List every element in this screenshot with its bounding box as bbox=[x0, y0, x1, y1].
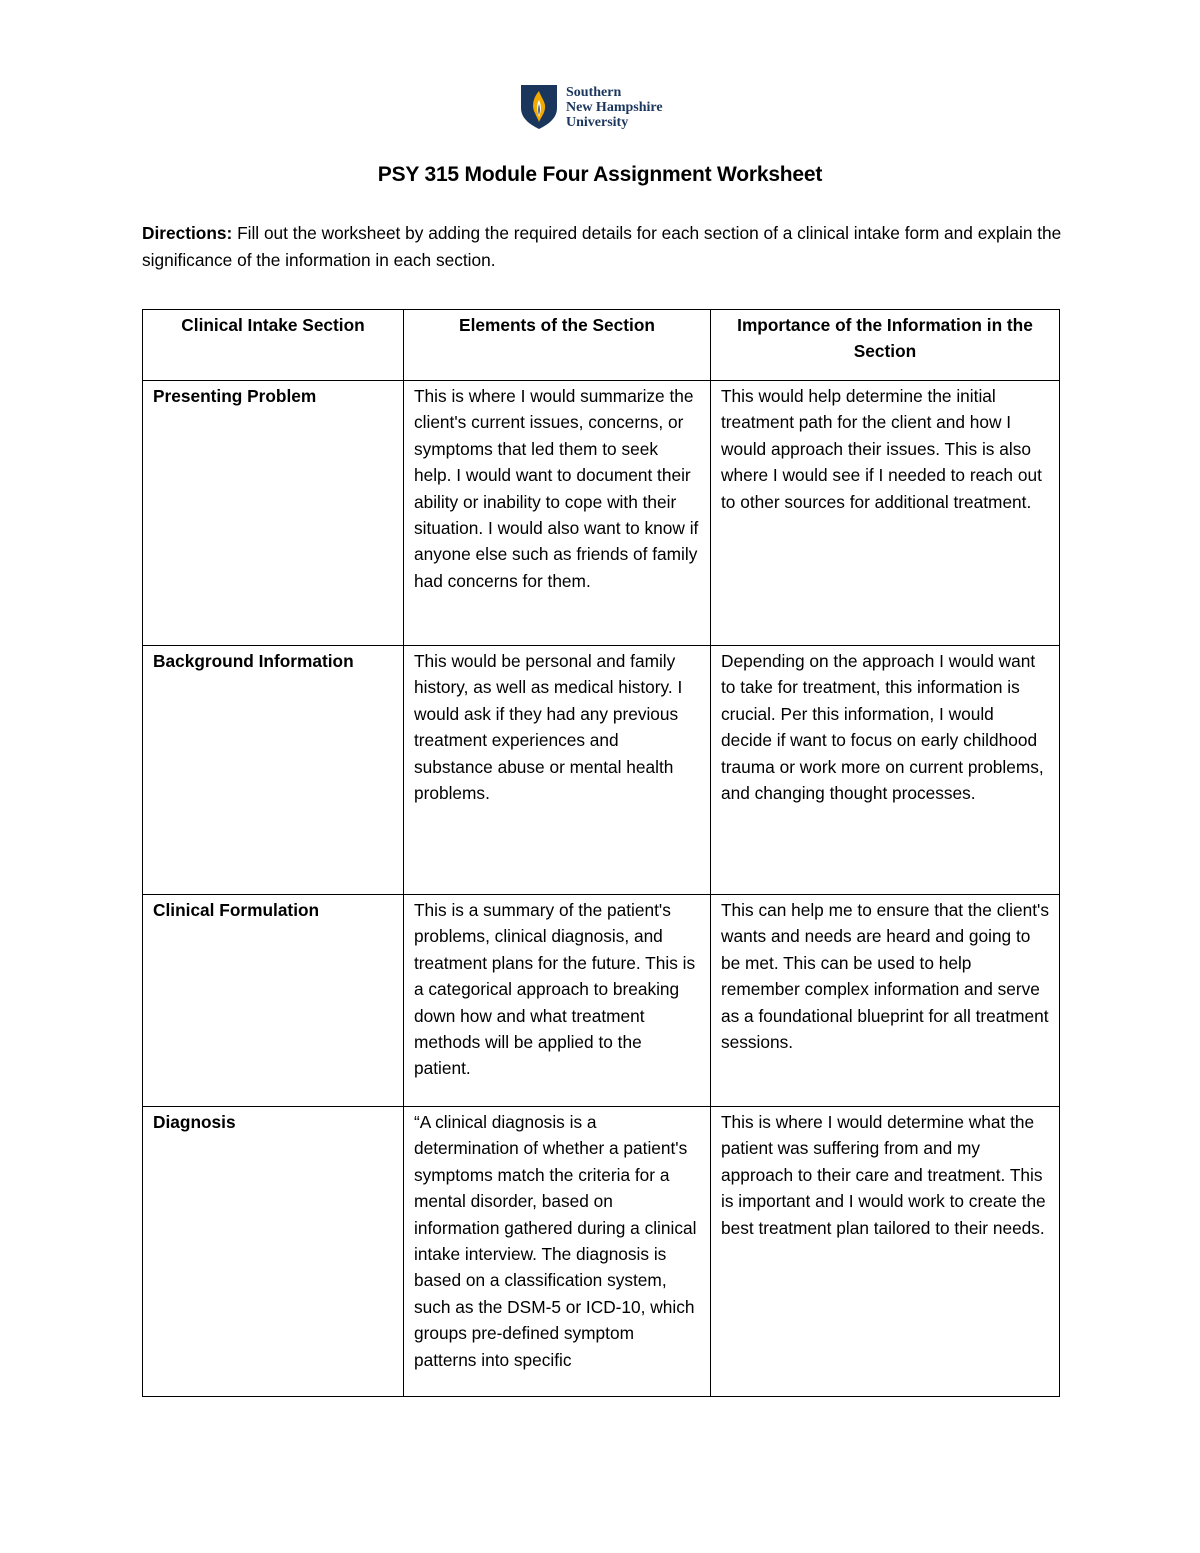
row-section-name: Diagnosis bbox=[143, 1107, 404, 1397]
logo-line-3: University bbox=[566, 115, 629, 130]
directions-paragraph bbox=[142, 220, 1062, 274]
header-importance-of-information: Importance of the Information in the Section bbox=[711, 310, 1060, 381]
worksheet-table bbox=[142, 309, 1060, 1397]
row-importance-cell: This can help me to ensure that the client's wants and needs are heard and going to be met. This can be used to help remember complex information and serve as a foundational blueprint for all treatment sessions. bbox=[711, 895, 1060, 1107]
header-clinical-intake-section: Clinical Intake Section bbox=[143, 310, 404, 381]
row-elements-cell bbox=[404, 1107, 711, 1397]
table-row bbox=[143, 1107, 1060, 1397]
shield-flame-icon bbox=[520, 84, 558, 130]
directions-text: Fill out the worksheet by adding the required details for each section of a clinical intake form and explain the significance of the information in each section. bbox=[142, 223, 1062, 270]
table-header-row bbox=[143, 310, 1060, 381]
logo-line-1: Southern bbox=[566, 85, 622, 100]
header-elements-of-section: Elements of the Section bbox=[404, 310, 711, 381]
row-elements-cell: This is where I would summarize the client's current issues, concerns, or symptoms that led them to seek help. I would want to document their ability or inability to cope with their situation. I would also want to know if anyone else such as friends of family had concerns for them. bbox=[404, 381, 711, 646]
row-elements-text: “A clinical diagnosis is a determination of whether a patient's symptoms match the criteria for a mental disorder, based on information gathered during a clinical intake interview. The diagnosis is based on a classification system, such as the DSM-5 or ICD-10, which groups pre-defined symptom patterns into specific bbox=[414, 1112, 697, 1370]
row-importance-cell: Depending on the approach I would want to take for treatment, this information is crucial. Per this information, I would decide if want to focus on early childhood trauma or work more on current problems, and changing thought processes. bbox=[711, 646, 1060, 895]
directions-label: Directions: bbox=[142, 223, 233, 243]
row-importance-cell bbox=[711, 1107, 1060, 1397]
table-row bbox=[143, 895, 1060, 1107]
row-importance-text: This is where I would determine what the patient was suffering from and my approach to their care and treatment. This is important and I would work to create the best treatment plan tailored to their needs. bbox=[721, 1112, 1046, 1238]
logo-line-2: New Hampshire bbox=[566, 100, 663, 115]
university-logo bbox=[520, 84, 690, 132]
table-row bbox=[143, 381, 1060, 646]
row-elements-cell: This would be personal and family history, as well as medical history. I would ask if they had any previous treatment experiences and substance abuse or mental health problems. bbox=[404, 646, 711, 895]
row-section-name: Background Information bbox=[143, 646, 404, 895]
table-row bbox=[143, 646, 1060, 895]
row-section-name: Clinical Formulation bbox=[143, 895, 404, 1107]
row-importance-cell: This would help determine the initial treatment path for the client and how I would approach their issues. This is also where I would see if I needed to reach out to other sources for additional treatment. bbox=[711, 381, 1060, 646]
logo-wordmark bbox=[566, 85, 663, 130]
row-section-name: Presenting Problem bbox=[143, 381, 404, 646]
page-title: PSY 315 Module Four Assignment Worksheet bbox=[377, 163, 823, 186]
row-elements-cell: This is a summary of the patient's problems, clinical diagnosis, and treatment plans for the future. This is a categorical approach to breaking down how and what treatment methods will be applied to the patient. bbox=[404, 895, 711, 1107]
